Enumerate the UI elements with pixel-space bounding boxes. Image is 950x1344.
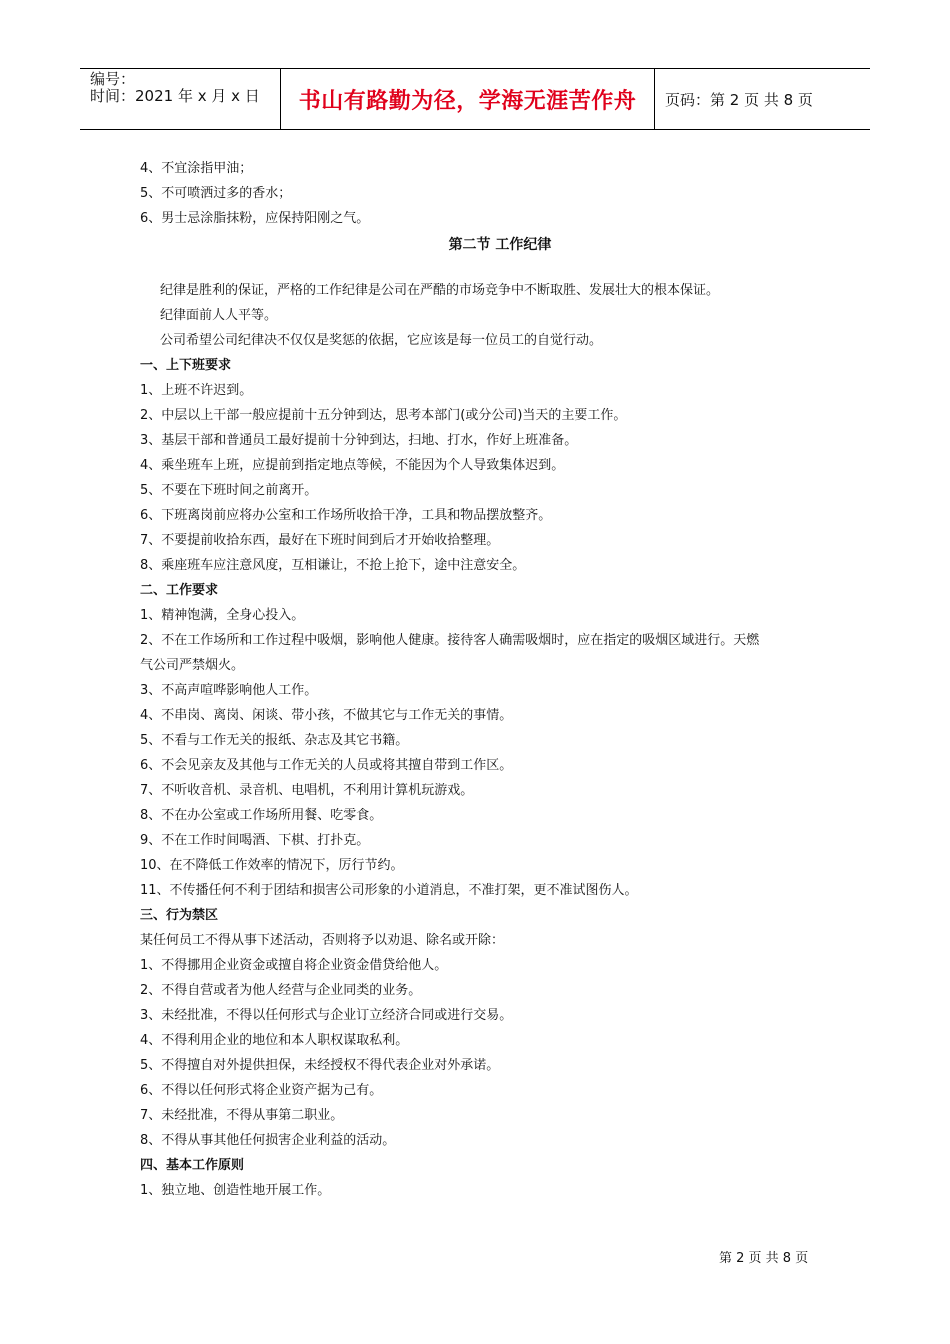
list-item: 1、不得挪用企业资金或擅自将企业资金借贷给他人。 xyxy=(140,958,448,973)
subsection-heading: 三、行为禁区 xyxy=(140,908,219,923)
document-time-label: 时间：2021 年 x 月 x 日 xyxy=(90,87,260,105)
document-body xyxy=(140,156,820,1203)
list-item: 1、独立地、创造性地开展工作。 xyxy=(140,1183,331,1198)
list-item: 10、在不降低工作效率的情况下，厉行节约。 xyxy=(140,858,404,873)
subsection-heading: 一、上下班要求 xyxy=(140,358,232,373)
list-item: 6、不会见亲友及其他与工作无关的人员或将其擅自带到工作区。 xyxy=(140,758,513,773)
list-item: 8、不在办公室或工作场所用餐、吃零食。 xyxy=(140,808,383,823)
paragraph: 纪律面前人人平等。 xyxy=(160,308,278,323)
list-item: 9、不在工作时间喝酒、下棋、打扑克。 xyxy=(140,833,370,848)
list-item: 8、乘座班车应注意风度，互相谦让，不抢上抢下，途中注意安全。 xyxy=(140,558,526,573)
list-item: 1、精神饱满，全身心投入。 xyxy=(140,608,305,623)
list-item: 8、不得从事其他任何损害企业利益的活动。 xyxy=(140,1133,396,1148)
list-item: 2、中层以上干部一般应提前十五分钟到达，思考本部门(或分公司)当天的主要工作。 xyxy=(140,408,627,423)
list-item: 6、男士忌涂脂抹粉，应保持阳刚之气。 xyxy=(140,211,370,226)
paragraph: 某任何员工不得从事下述活动，否则将予以劝退、除名或开除： xyxy=(140,933,505,948)
list-item: 2、不得自营或者为他人经营与企业同类的业务。 xyxy=(140,983,422,998)
list-item-continuation: 气公司严禁烟火。 xyxy=(140,658,245,673)
list-item: 4、乘坐班车上班，应提前到指定地点等候，不能因为个人导致集体迟到。 xyxy=(140,458,565,473)
list-item: 1、上班不许迟到。 xyxy=(140,383,253,398)
page-footer: 第 2 页 共 8 页 xyxy=(719,1251,809,1266)
list-item: 6、不得以任何形式将企业资产据为己有。 xyxy=(140,1083,383,1098)
page-header xyxy=(80,68,870,130)
list-item: 6、下班离岗前应将办公室和工作场所收拾干净，工具和物品摆放整齐。 xyxy=(140,508,552,523)
list-item: 5、不得擅自对外提供担保，未经授权不得代表企业对外承诺。 xyxy=(140,1058,500,1073)
list-item: 3、未经批准，不得以任何形式与企业订立经济合同或进行交易。 xyxy=(140,1008,513,1023)
list-item: 4、不宜涂指甲油； xyxy=(140,161,253,176)
list-item: 11、不传播任何不利于团结和损害公司形象的小道消息，不准打架，更不准试图伤人。 xyxy=(140,883,638,898)
list-item: 3、不高声喧哗影响他人工作。 xyxy=(140,683,318,698)
document-number-label: 编号： xyxy=(90,70,136,88)
header-motto: 书山有路勤为径，学海无涯苦作舟 xyxy=(281,69,655,129)
list-item: 2、不在工作场所和工作过程中吸烟，影响他人健康。接待客人确需吸烟时，应在指定的吸烟区域进行。天燃 xyxy=(140,633,760,648)
paragraph: 纪律是胜利的保证，严格的工作纪律是公司在严酷的市场竞争中不断取胜、发展壮大的根本保证。 xyxy=(160,283,720,298)
section-title: 第二节 工作纪律 xyxy=(448,237,552,253)
list-item: 7、不要提前收拾东西，最好在下班时间到后才开始收拾整理。 xyxy=(140,533,500,548)
list-item: 5、不看与工作无关的报纸、杂志及其它书籍。 xyxy=(140,733,409,748)
list-item: 4、不得利用企业的地位和本人职权谋取私利。 xyxy=(140,1033,409,1048)
list-item: 3、基层干部和普通员工最好提前十分钟到达，扫地、打水，作好上班准备。 xyxy=(140,433,578,448)
list-item: 7、不听收音机、录音机、电唱机，不利用计算机玩游戏。 xyxy=(140,783,474,798)
header-page-number: 页码：第 2 页 共 8 页 xyxy=(665,90,813,109)
list-item: 5、不可喷洒过多的香水； xyxy=(140,186,292,201)
list-item: 5、不要在下班时间之前离开。 xyxy=(140,483,318,498)
paragraph: 公司希望公司纪律决不仅仅是奖惩的依据，它应该是每一位员工的自觉行动。 xyxy=(160,333,603,348)
list-item: 4、不串岗、离岗、闲谈、带小孩，不做其它与工作无关的事情。 xyxy=(140,708,513,723)
subsection-heading: 四、基本工作原则 xyxy=(140,1158,245,1173)
list-item: 7、未经批准，不得从事第二职业。 xyxy=(140,1108,344,1123)
subsection-heading: 二、工作要求 xyxy=(140,583,219,598)
header-meta xyxy=(80,69,281,129)
